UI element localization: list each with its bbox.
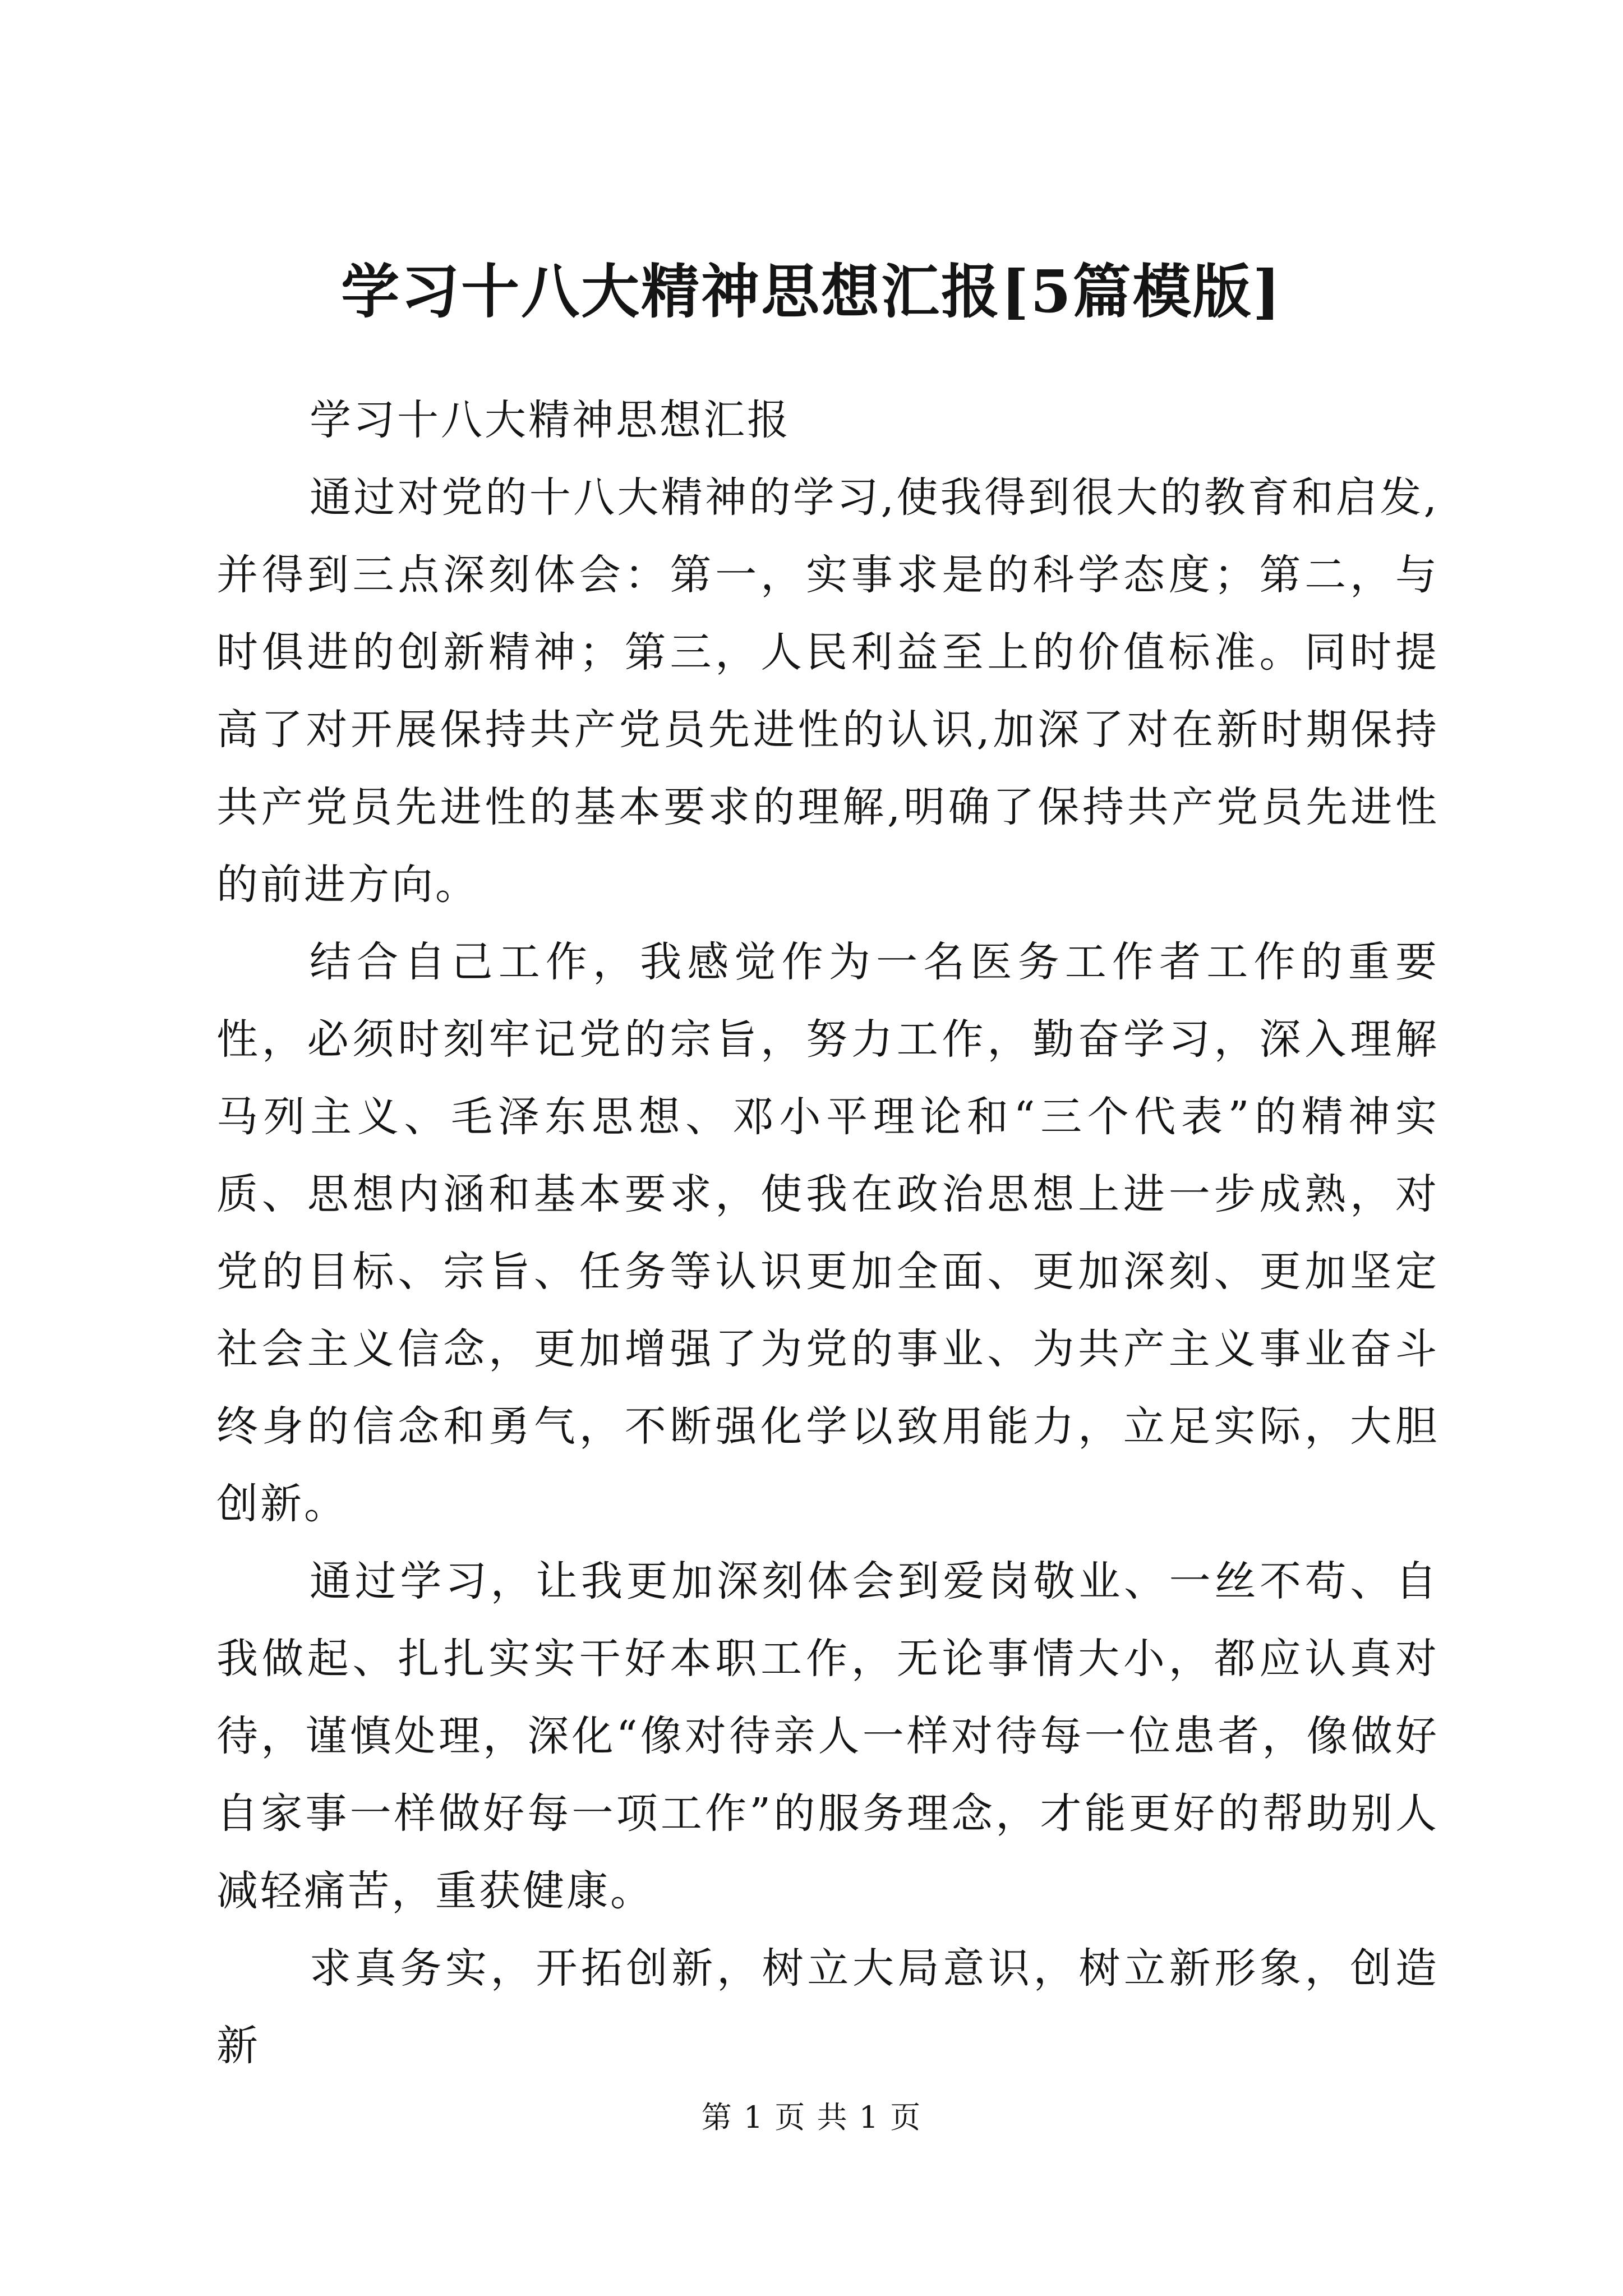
body-paragraph-1: 通过对党的十八大精神的学习,使我得到很大的教育和启发,并得到三点深刻体会：第一，实事求是的科学态度；第二，与时俱进的创新精神；第三，人民利益至上的价值标准。同时提高了对开展保持共产党员先进性的认识,加深了对在新时期保持共产党员先进性的基本要求的理解,明确了保持共产党员先进性的前进方向。 — [216, 473, 1439, 909]
document-title: 学习十八大精神思想汇报[5篇模版] — [341, 257, 1282, 326]
body-paragraph-3: 通过学习，让我更加深刻体会到爱岗敬业、一丝不苟、自我做起、扎扎实实干好本职工作，无论事情大小，都应认真对待，谨慎处理，深化“像对待亲人一样对待每一位患者，像做好自家事一样做好每一项工作”的服务理念，才能更好的帮助别人减轻痛苦，重获健康。 — [216, 1557, 1439, 1915]
document-subtitle: 学习十八大精神思想汇报 — [310, 396, 791, 444]
body-paragraph-2: 结合自己工作，我感觉作为一名医务工作者工作的重要性，必须时刻牢记党的宗旨，努力工作，勤奋学习，深入理解马列主义、毛泽东思想、邓小平理论和“三个代表”的精神实质、思想内涵和基本要求，使我在政治思想上进一步成熟，对党的目标、宗旨、任务等认识更加全面、更加深刻、更加坚定社会主义信念，更加增强了为党的事业、为共产主义事业奋斗终身的信念和勇气，不断强化学以致用能力，立足实际，大胆创新。 — [216, 938, 1439, 1528]
page-footer: 第 1 页 共 1 页 — [701, 2100, 922, 2135]
body-paragraph-4: 求真务实，开拓创新，树立大局意识，树立新形象，创造新 — [216, 1944, 1439, 2070]
document-body — [216, 381, 1439, 2085]
